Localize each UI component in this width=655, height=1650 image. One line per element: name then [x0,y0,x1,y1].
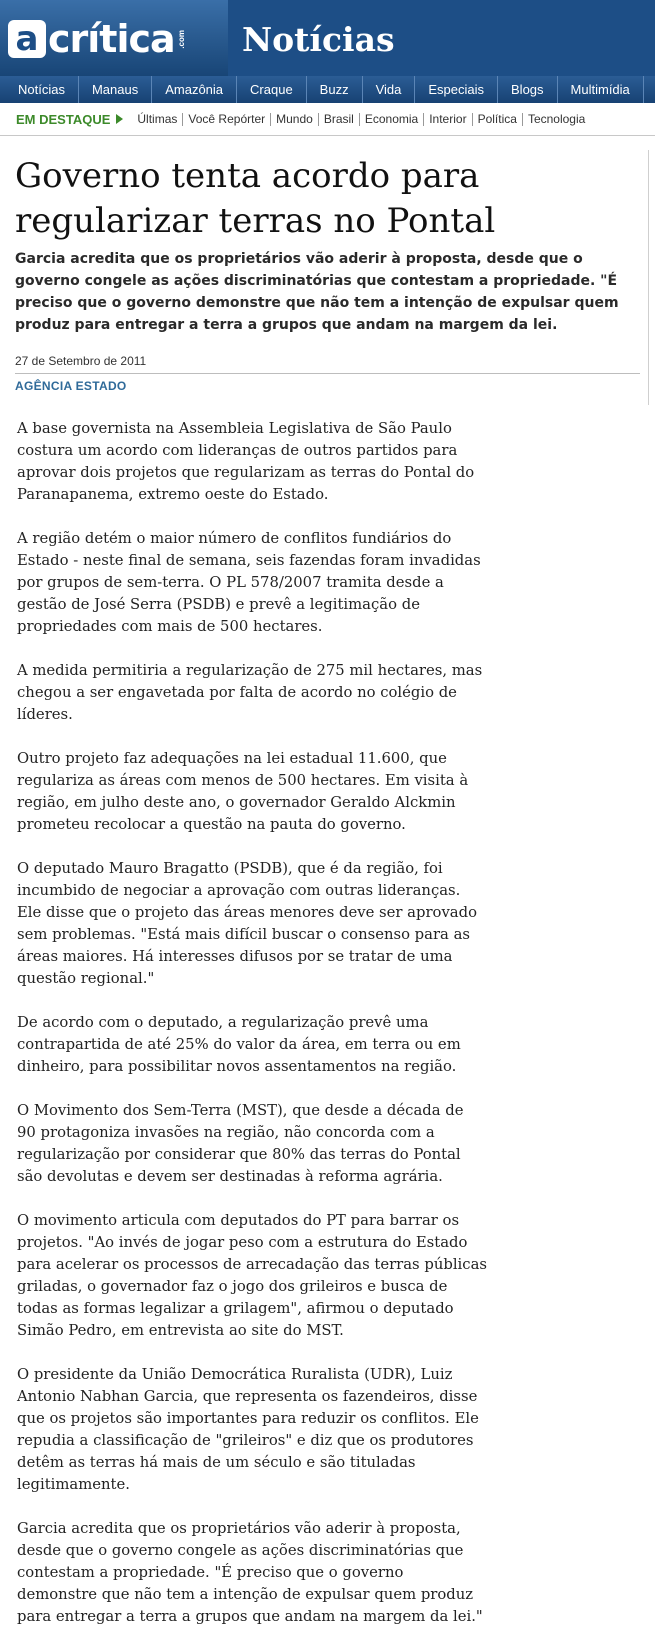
article-paragraph: O deputado Mauro Bragatto (PSDB), que é da região, foi incumbido de negociar a aprovação com outras lideranças. Ele disse que o projeto das áreas menores deve ser aprovado sem problemas. "Está mais difícil buscar o consenso para as áreas maiores. Há interesses difusos por se tratar de uma questão regional." [17,860,478,987]
nav-item-amazonia[interactable]: Amazônia [152,76,237,103]
nav-item-buzz[interactable]: Buzz [307,76,363,103]
site-header [0,0,655,76]
article-body [17,418,487,1650]
nav-item-manaus[interactable]: Manaus [79,76,152,103]
article-paragraph: Garcia acredita que os proprietários vão aderir à proposta, desde que o governo congele as ações discriminatórias que contestam a propriedade. "É preciso que o governo demonstre que não tem a intenção de expulsar quem produz para entregar a terra a grupos que andam na margem da lei." [17,1520,483,1625]
destaque-item-tecnologia[interactable]: Tecnologia [527,111,586,126]
destaque-item-voce-reporter[interactable]: Você Repórter [183,113,271,126]
site-logo[interactable] [8,17,186,61]
article-date: 27 de Setembro de 2011 [15,354,147,368]
arrow-right-icon [116,114,123,124]
article-paragraph: O Movimento dos Sem-Terra (MST), que desde a década de 90 protagoniza invasões na região, não concorda com a regularização por considerar que 80% das terras do Pontal são devolutas e devem ser destinadas à reforma agrária. [17,1102,464,1185]
article-paragraph: De acordo com o deputado, a regularização prevê uma contrapartida de até 25% do valor da área, em terra ou em dinheiro, para possibilitar novos assentamentos na região. [17,1014,461,1075]
article-paragraph: O movimento articula com deputados do PT para barrar os projetos. "Ao invés de jogar peso com a estrutura do Estado para acelerar os processos de arrecadação das terras públicas griladas, o governador faz o jogo dos grileiros e busca de todas as formas legalizar a grilagem", afirmou o deputado Simão Pedro, em entrevista ao site do MST. [17,1212,487,1339]
article-paragraph: O presidente da União Democrática Ruralista (UDR), Luiz Antonio Nabhan Garcia, que representa os fazendeiros, disse que os projetos são importantes para reduzir os conflitos. Ele repudia a classificação de "grileiros" e diz que os produtores detêm as terras há mais de um século e são tituladas legitimamente. [17,1366,479,1493]
article-subhead: Garcia acredita que os proprietários vão aderir à proposta, desde que o governo congele as ações discriminatórias que contestam a propriedade. "É preciso que o governo demonstre que não tem a intenção de expulsar quem produz para entregar a terra a grupos que andam na margem da lei. [15,251,619,333]
section-title: Notícias [242,20,395,59]
destaque-label: EM DESTAQUE [16,111,111,127]
destaque-bar [0,103,655,136]
destaque-item-ultimas[interactable]: Últimas [132,113,183,126]
nav-item-noticias[interactable]: Notícias [0,76,79,103]
nav-item-vida[interactable]: Vida [363,76,416,103]
logo-area [0,0,228,76]
column-divider [648,150,649,405]
nav-item-especiais[interactable]: Especiais [415,76,498,103]
logo-suffix: .com [176,29,186,49]
main-nav [0,76,655,103]
article-headline: Governo tenta acordo para regularizar terras no Pontal [15,156,496,241]
logo-mark-icon: a [8,20,46,58]
destaque-item-mundo[interactable]: Mundo [271,113,319,126]
nav-item-multimidia[interactable]: Multimídia [558,76,644,103]
nav-item-craque[interactable]: Craque [237,76,307,103]
nav-item-blogs[interactable]: Blogs [498,76,558,103]
article-paragraph: A região detém o maior número de conflitos fundiários do Estado - neste final de semana, seis fazendas foram invadidas por grupos de sem-terra. O PL 578/2007 tramita desde a gestão de José Serra (PSDB) e prevê a legitimação de propriedades com mais de 500 hectares. [17,530,481,635]
logo-text: crítica [48,17,175,61]
article-source[interactable]: AGÊNCIA ESTADO [15,379,127,393]
destaque-item-interior[interactable]: Interior [424,113,472,126]
destaque-item-brasil[interactable]: Brasil [319,113,360,126]
destaque-item-politica[interactable]: Política [473,113,523,126]
article-paragraph: Outro projeto faz adequações na lei estadual 11.600, que regulariza as áreas com menos de 500 hectares. Em visita à região, em julho deste ano, o governador Geraldo Alckmin prometeu recolocar a questão na pauta do governo. [17,750,469,833]
article-paragraph: A base governista na Assembleia Legislativa de São Paulo costura um acordo com lideranças de outros partidos para aprovar dois projetos que regularizam as terras do Pontal do Paranapanema, extremo oeste do Estado. [17,420,475,503]
destaque-item-economia[interactable]: Economia [360,113,424,126]
article-paragraph: A medida permitiria a regularização de 275 mil hectares, mas chegou a ser engavetada por falta de acordo no colégio de líderes. [17,662,483,723]
date-divider [15,373,640,374]
